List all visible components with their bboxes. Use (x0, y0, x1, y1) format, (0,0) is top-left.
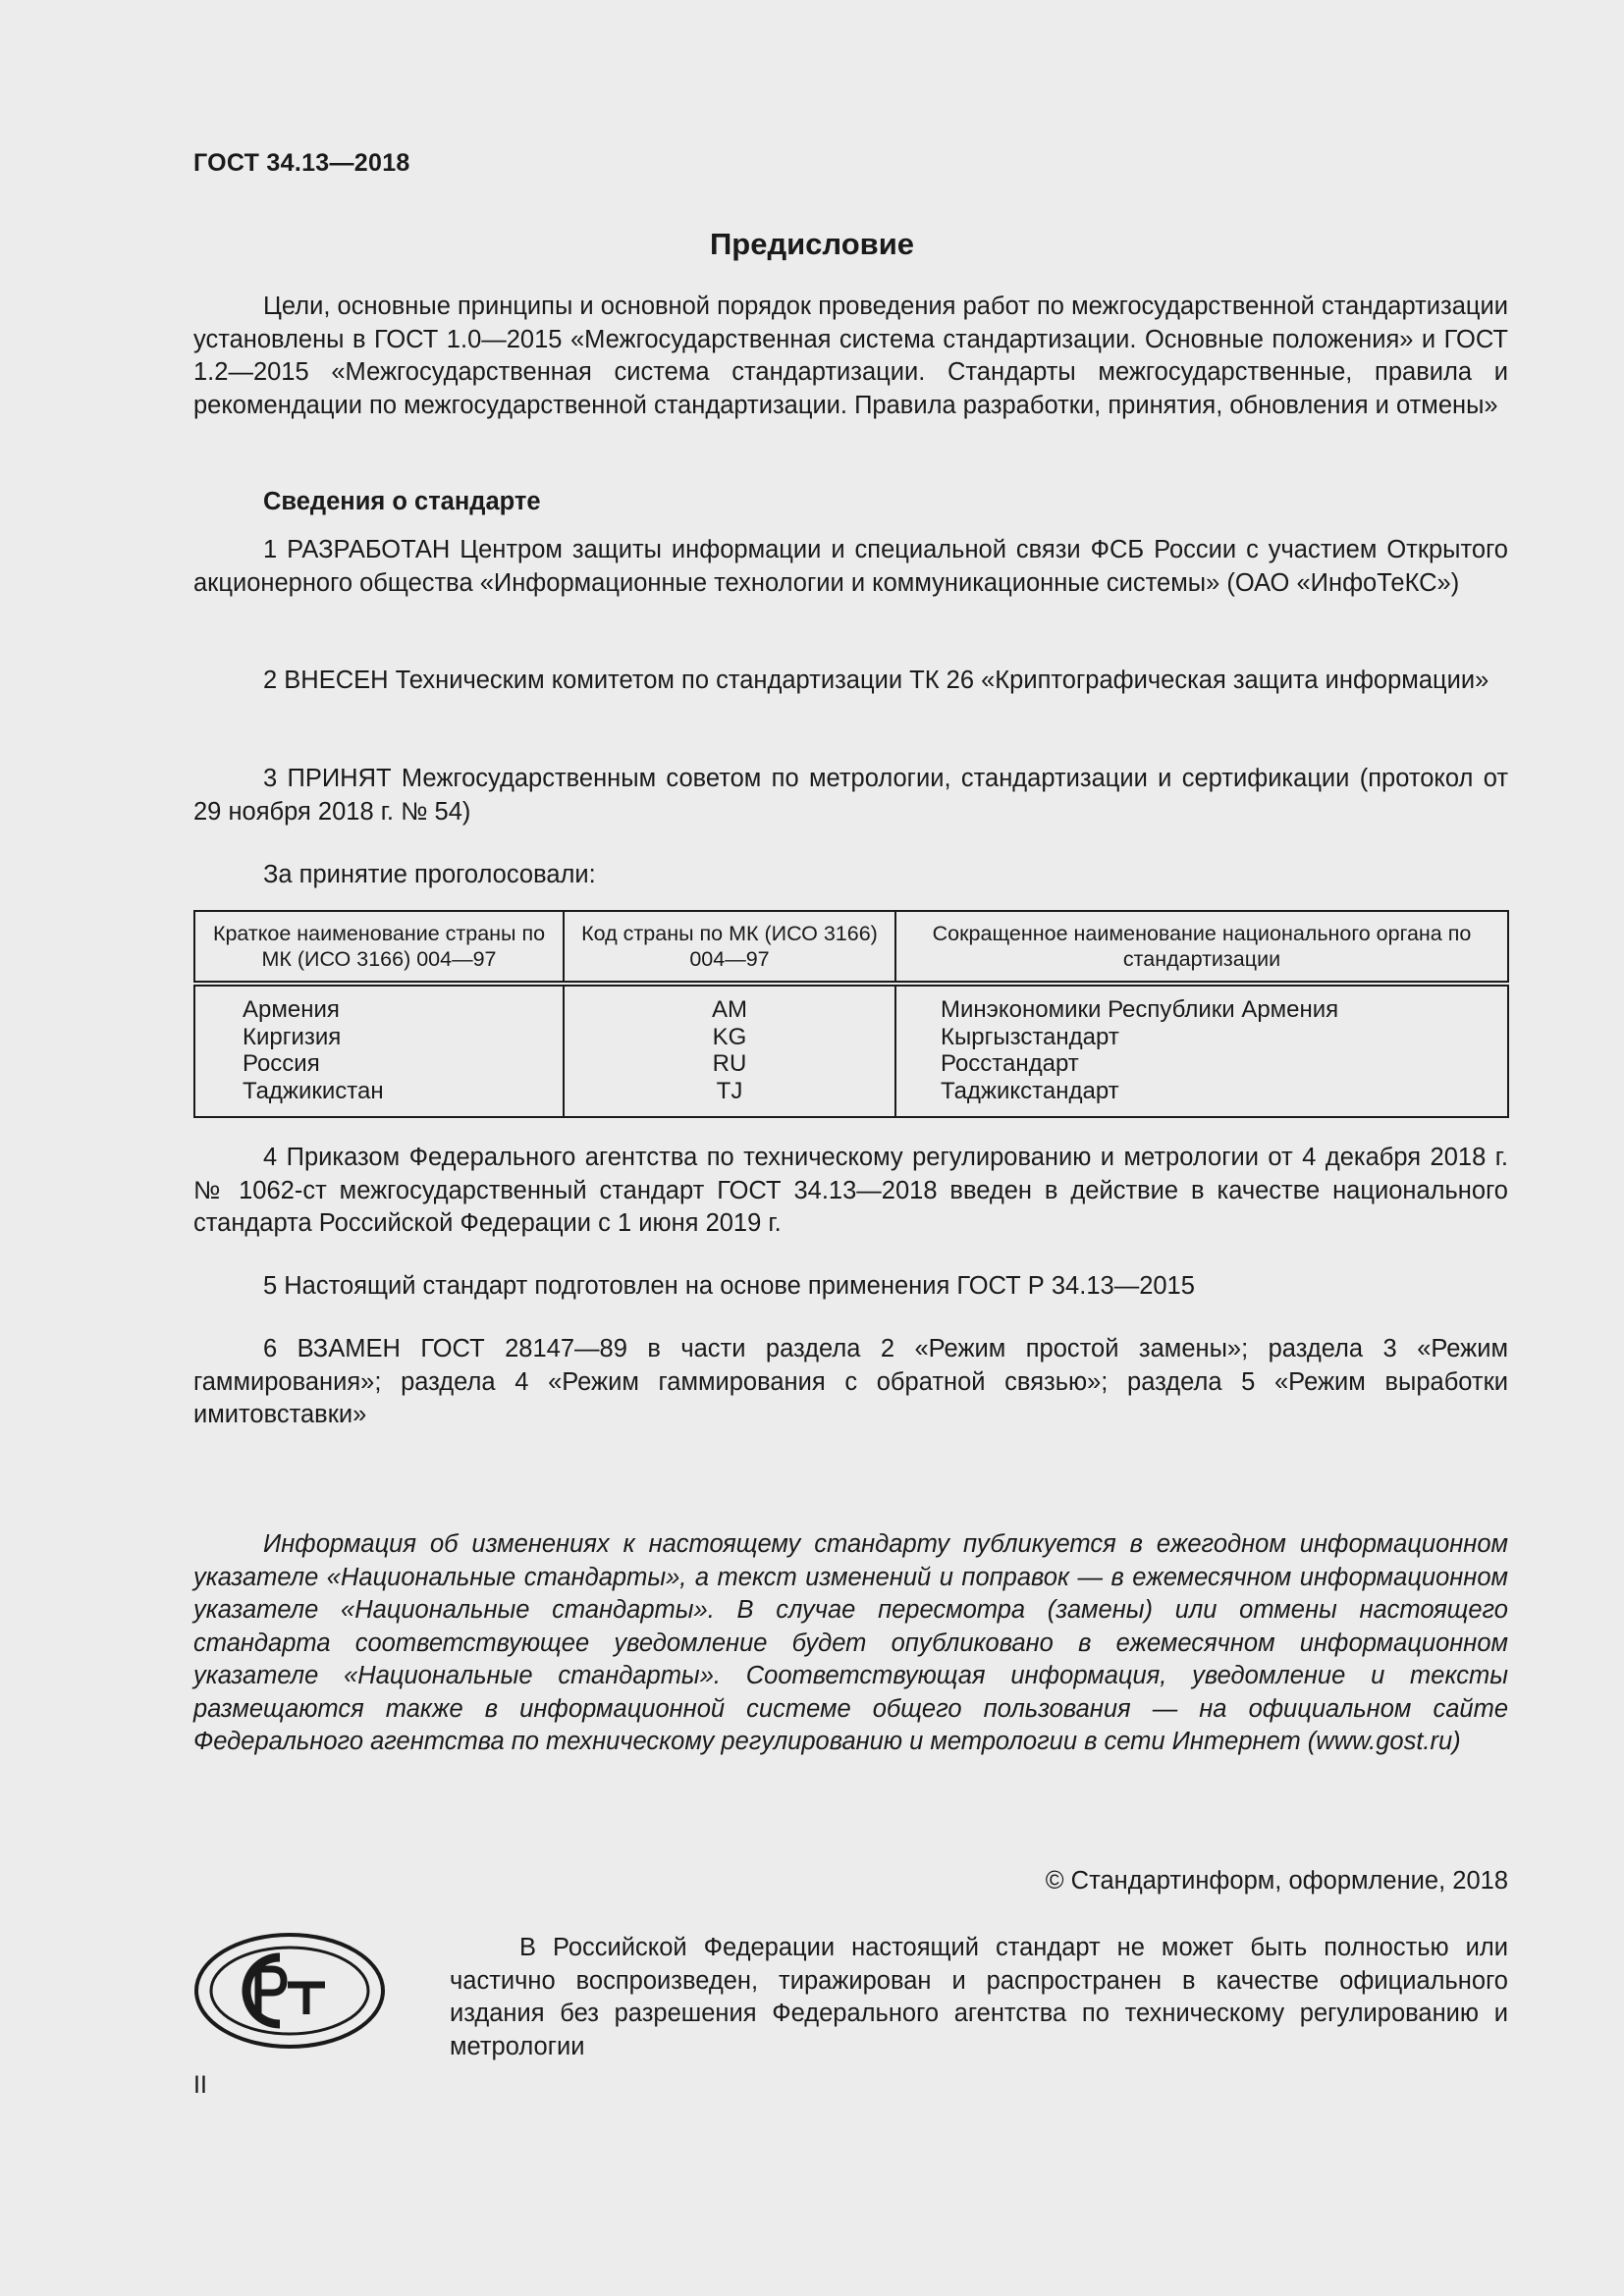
country-code-column (564, 984, 895, 1117)
national-body-column (895, 984, 1508, 1117)
country-code: RU (712, 1050, 747, 1077)
item-3-block (193, 763, 1508, 828)
item-4-block (193, 1142, 1508, 1241)
page-number: II (193, 2071, 207, 2099)
national-body: Кыргызстандарт (941, 1023, 1119, 1050)
national-body: Росстандарт (941, 1050, 1079, 1077)
country-name-column (194, 984, 564, 1117)
item-3-adopted: 3 ПРИНЯТ Межгосударственным советом по метрологии, стандартизации и сертификации (протокол от 29 ноября 2018 г. № 54) (193, 765, 1508, 826)
country-name: Армения (243, 996, 340, 1023)
votes-table-body-row (194, 984, 1508, 1117)
country-name: Киргизия (243, 1023, 342, 1050)
country-name: Таджикистан (243, 1077, 384, 1104)
vote-label: За принятие проголосовали: (263, 861, 596, 888)
item-6-block (193, 1333, 1508, 1432)
item-2-submitted: 2 ВНЕСЕН Техническим комитетом по стандартизации ТК 26 «Криптографическая защита информации» (263, 667, 1489, 694)
copyright-line: © Стандартинформ, оформление, 2018 (1045, 1867, 1508, 1895)
item-5-block (193, 1270, 1508, 1304)
item-5-basis: 5 Настоящий стандарт подготовлен на основе применения ГОСТ Р 34.13—2015 (263, 1272, 1195, 1300)
item-1-block (193, 534, 1508, 600)
preface-intro-block (193, 291, 1508, 422)
item-1-developed: 1 РАЗРАБОТАН Центром защиты информации и специальной связи ФСБ России с участием Открытого акционерного общества «Информационные технологии и коммуникационные системы» (ОАО «ИнфоТеКС») (193, 536, 1508, 597)
votes-table-header-row (194, 911, 1508, 984)
votes-table (193, 910, 1509, 1118)
header-national-body: Сокращенное наименование национального органа по стандартизации (895, 911, 1508, 984)
standard-info-heading: Сведения о стандарте (263, 488, 541, 515)
header-country-name: Краткое наименование страны по МК (ИСО 3166) 004—97 (194, 911, 564, 984)
national-body: Минэкономики Республики Армения (941, 996, 1339, 1023)
item-4-order: 4 Приказом Федерального агентства по техническому регулированию и метрологии от 4 декабря 2018 г. № 1062-ст межгосударственный стандарт ГОСТ 34.13—2018 введен в действие в качестве национального стандарта Российской Федерации с 1 июня 2019 г. (193, 1144, 1508, 1237)
reproduction-notice: В Российской Федерации настоящий стандарт не может быть полностью или частично воспроизведен, тиражирован и распространен в качестве официального издания без разрешения Федерального агентства по техническому регулированию и метрологии (450, 1934, 1508, 2060)
country-code: AM (712, 996, 747, 1023)
country-code: TJ (716, 1077, 743, 1104)
national-body: Таджикстандарт (941, 1077, 1119, 1104)
country-code: KG (712, 1023, 747, 1050)
preface-title: Предисловие (709, 227, 914, 261)
item-2-block (193, 665, 1508, 698)
document-code: ГОСТ 34.13—2018 (193, 149, 410, 177)
gost-r-certification-mark-icon (193, 1932, 386, 2050)
changes-info-note: Информация об изменениях к настоящему стандарту публикуется в ежегодном информационном указателе «Национальные стандарты», а текст изменений и поправок — в ежемесячном информационном указателе «Национальные стандарты». В случае пересмотра (замены) или отмены настоящего стандарта соответствующее уведомление будет опубликовано в ежемесячном информационном указателе «Национальные стандарты». Соответствующая информация, уведомление и тексты размещаются также в информационной системе общего пользования — на официальном сайте Федерального агентства по техническому регулированию и метрологии в сети Интернет (www.gost.ru) (193, 1530, 1508, 1755)
country-name: Россия (243, 1050, 320, 1077)
item-6-replaces: 6 ВЗАМЕН ГОСТ 28147—89 в части раздела 2 «Режим простой замены»; раздела 3 «Режим гаммирования»; раздела 4 «Режим гаммирования с обратной связью»; раздела 5 «Режим выработки имитовставки» (193, 1335, 1508, 1428)
header-country-code: Код страны по МК (ИСО 3166) 004—97 (564, 911, 895, 984)
preface-intro: Цели, основные принципы и основной порядок проведения работ по межгосударственной стандартизации установлены в ГОСТ 1.0—2015 «Межгосударственная система стандартизации. Основные положения» и ГОСТ 1.2—2015 «Межгосударственная система стандартизации. Стандарты межгосударственные, правила и рекомендации по межгосударственной стандартизации. Правила разработки, принятия, обновления и отмены» (193, 293, 1508, 419)
